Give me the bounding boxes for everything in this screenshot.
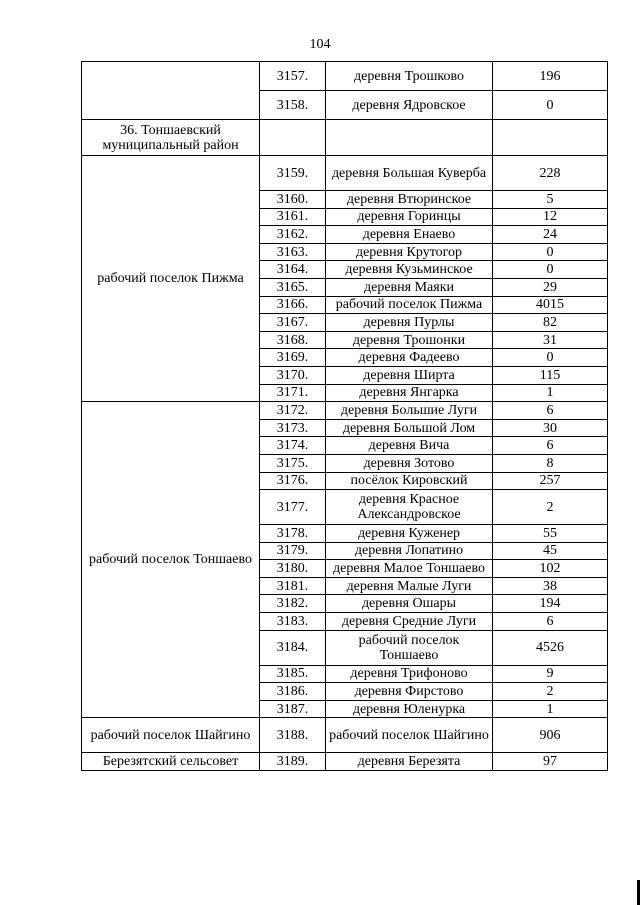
row-number: 3184. [260,630,326,665]
row-number: 3172. [260,402,326,420]
row-number: 3169. [260,349,326,367]
row-number: 3166. [260,296,326,314]
row-number: 3178. [260,525,326,543]
settlement-name: деревня Куженер [326,525,493,543]
area-cell-empty [82,62,260,120]
row-number: 3181. [260,577,326,595]
row-number: 3173. [260,419,326,437]
row-number: 3157. [260,62,326,91]
population: 97 [493,753,608,771]
row-number: 3177. [260,490,326,525]
population: 24 [493,226,608,244]
settlement-name: деревня Большой Лом [326,419,493,437]
settlement-name: деревня Втюринское [326,191,493,209]
population: 257 [493,472,608,490]
population: 194 [493,595,608,613]
table-row [82,62,608,91]
settlement-name: деревня Ядровское [326,91,493,120]
row-number: 3158. [260,91,326,120]
row-number: 3182. [260,595,326,613]
population: 2 [493,490,608,525]
settlement-name: деревня Юленурка [326,700,493,718]
row-number: 3186. [260,683,326,701]
settlement-name: деревня Малое Тоншаево [326,560,493,578]
population: 31 [493,331,608,349]
population: 1 [493,700,608,718]
empty-cell [326,120,493,156]
population: 196 [493,62,608,91]
row-number: 3160. [260,191,326,209]
settlement-name: деревня Фадеево [326,349,493,367]
settlement-name: деревня Средние Луги [326,613,493,631]
row-number: 3179. [260,542,326,560]
row-number: 3170. [260,366,326,384]
settlement-name: деревня Большие Луги [326,402,493,420]
settlement-name: деревня Трошонки [326,331,493,349]
population: 45 [493,542,608,560]
population: 102 [493,560,608,578]
table-row [82,718,608,753]
settlement-name: деревня Трошково [326,62,493,91]
settlement-name: деревня Трифоново [326,665,493,683]
population: 12 [493,208,608,226]
population: 906 [493,718,608,753]
settlement-name: рабочий поселок Тоншаево [326,630,493,665]
population: 0 [493,349,608,367]
row-number: 3167. [260,314,326,332]
area-name: рабочий поселок Пижма [82,156,260,402]
area-name: рабочий поселок Шайгино [82,718,260,753]
row-number: 3183. [260,613,326,631]
population: 1 [493,384,608,402]
row-number: 3164. [260,261,326,279]
settlement-name: деревня Березята [326,753,493,771]
row-number: 3187. [260,700,326,718]
settlement-name: деревня Ширта [326,366,493,384]
row-number: 3185. [260,665,326,683]
settlement-name: деревня Пурлы [326,314,493,332]
population: 6 [493,402,608,420]
row-number: 3176. [260,472,326,490]
empty-cell [260,120,326,156]
row-number: 3159. [260,156,326,191]
settlement-name: рабочий поселок Шайгино [326,718,493,753]
population: 4526 [493,630,608,665]
settlement-name: деревня Большая Куверба [326,156,493,191]
settlement-name: деревня Малые Луги [326,577,493,595]
settlement-name: рабочий поселок Пижма [326,296,493,314]
settlement-name: деревня Енаево [326,226,493,244]
settlement-name: деревня Маяки [326,278,493,296]
row-number: 3174. [260,437,326,455]
table-row [82,402,608,420]
settlements-table [81,61,608,771]
district-header: 36. Тоншаевский муниципальный район [82,120,260,156]
settlement-name: деревня Красное Александровское [326,490,493,525]
settlement-name: деревня Лопатино [326,542,493,560]
population: 115 [493,366,608,384]
page-number: 104 [309,37,331,52]
settlement-name: деревня Горинцы [326,208,493,226]
settlement-name: деревня Янгарка [326,384,493,402]
row-number: 3189. [260,753,326,771]
population: 228 [493,156,608,191]
row-number: 3161. [260,208,326,226]
population: 2 [493,683,608,701]
population: 6 [493,613,608,631]
settlement-name: деревня Ошары [326,595,493,613]
population: 8 [493,454,608,472]
population: 0 [493,91,608,120]
population: 9 [493,665,608,683]
population: 55 [493,525,608,543]
row-number: 3165. [260,278,326,296]
area-name: рабочий поселок Тоншаево [82,402,260,718]
population: 5 [493,191,608,209]
row-number: 3168. [260,331,326,349]
row-number: 3175. [260,454,326,472]
groups-body [82,156,608,771]
row-number: 3171. [260,384,326,402]
settlement-name: деревня Кузьминское [326,261,493,279]
settlement-name: деревня Фирстово [326,683,493,701]
population: 38 [493,577,608,595]
settlement-name: деревня Вича [326,437,493,455]
population: 30 [493,419,608,437]
settlement-name: деревня Крутогор [326,243,493,261]
population: 29 [493,278,608,296]
population: 4015 [493,296,608,314]
population: 82 [493,314,608,332]
settlement-name: деревня Зотово [326,454,493,472]
district-header-row [82,120,608,156]
table-row [82,156,608,191]
table-row [82,753,608,771]
population: 0 [493,243,608,261]
row-number: 3162. [260,226,326,244]
settlement-name: посёлок Кировский [326,472,493,490]
population: 0 [493,261,608,279]
row-number: 3188. [260,718,326,753]
area-name: Березятский сельсовет [82,753,260,771]
population: 6 [493,437,608,455]
row-number: 3163. [260,243,326,261]
empty-cell [493,120,608,156]
row-number: 3180. [260,560,326,578]
